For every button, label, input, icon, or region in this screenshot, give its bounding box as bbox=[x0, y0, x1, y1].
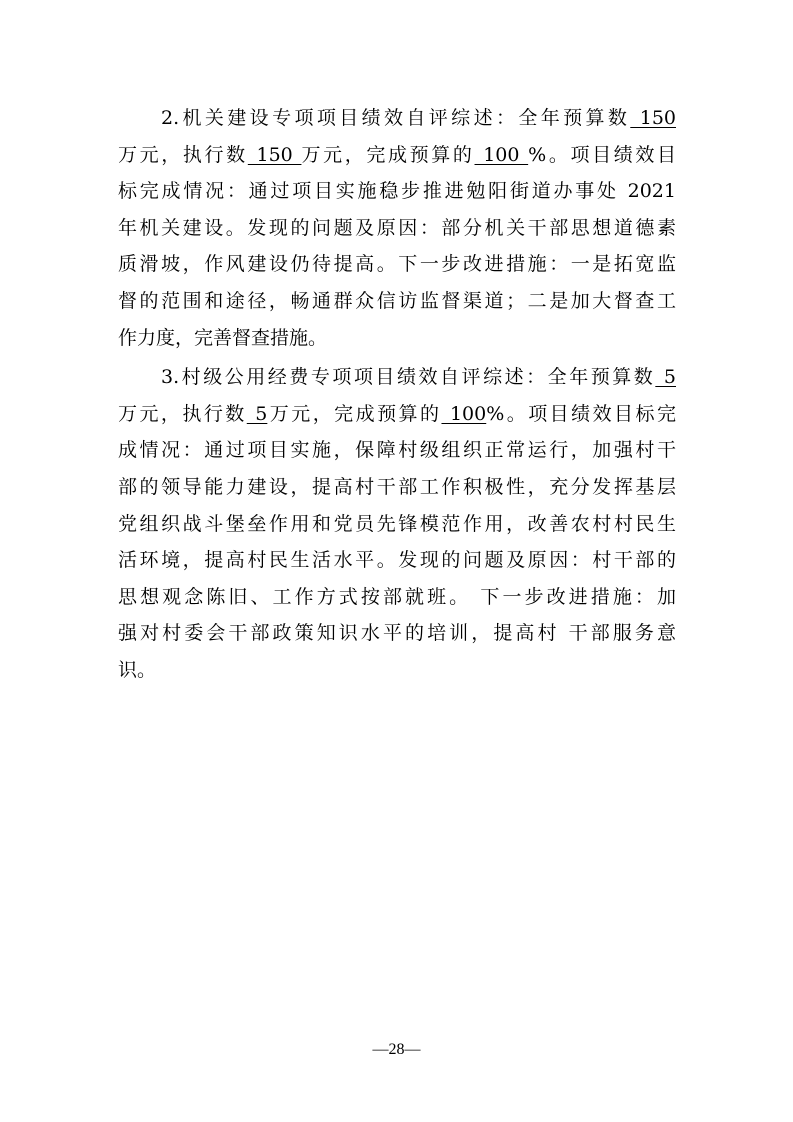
executed-amount-value: 150 bbox=[247, 143, 302, 166]
text-line: 作力度，完善督查措施。 bbox=[118, 326, 328, 349]
text-line: 识。 bbox=[118, 658, 157, 681]
budget-total-value: 150 bbox=[630, 107, 676, 129]
executed-amount-value: 5 bbox=[246, 402, 268, 425]
text-line: 年机关建设。发现的问题及原因：部分机关干部思想道德素 bbox=[118, 216, 676, 239]
text-line: 部的领导能力建设，提高村干部工作积极性，充分发挥基层 bbox=[118, 475, 676, 498]
text-line: 活环境，提高村民生活水平。发现的问题及原因：村干部的 bbox=[118, 549, 676, 572]
paragraph-village-funds bbox=[118, 359, 676, 688]
text-span: 万元，执行数 bbox=[118, 143, 248, 166]
paragraph-organ-construction bbox=[118, 100, 676, 356]
text-span: %。项目绩效目 bbox=[528, 143, 676, 166]
budget-total-value: 5 bbox=[655, 366, 676, 389]
text-line: 标完成情况：通过项目实施稳步推进勉阳街道办事处 2021 bbox=[118, 180, 676, 203]
completion-rate-value: 100 bbox=[474, 143, 529, 166]
text-line bbox=[118, 137, 676, 174]
text-line: 思想观念陈旧、工作方式按部就班。 下一步改进措施：加 bbox=[118, 585, 676, 608]
text-span: 万元，执行数 bbox=[118, 402, 247, 425]
page-number: —28— bbox=[372, 1041, 421, 1058]
text-span: %。项目绩效目标完 bbox=[486, 402, 676, 425]
text-span: 万元，完成预算的 bbox=[301, 143, 475, 166]
completion-rate-value: 100 bbox=[441, 402, 487, 425]
text-line: 督的范围和途径，畅通群众信访监督渠道；二是加大督查工 bbox=[118, 289, 676, 312]
text-line: 质滑坡，作风建设仍待提高。下一步改进措施：一是拓宽监 bbox=[118, 253, 676, 276]
text-line bbox=[118, 100, 676, 137]
text-line: 党组织战斗堡垒作用和党员先锋模范作用，改善农村村民生 bbox=[118, 512, 676, 535]
text-span: 万元，完成预算的 bbox=[267, 402, 442, 425]
text-line bbox=[118, 359, 676, 396]
text-line: 强对村委会干部政策知识水平的培训，提高村 干部服务意 bbox=[118, 622, 676, 645]
document-body bbox=[118, 100, 676, 692]
text-line bbox=[118, 396, 676, 433]
text-line: 成情况：通过项目实施，保障村级组织正常运行，加强村干 bbox=[118, 439, 676, 462]
text-span: 2.机关建设专项项目绩效自评综述：全年预算数 bbox=[161, 107, 631, 129]
text-span: 3.村级公用经费专项项目绩效自评综述：全年预算数 bbox=[161, 366, 656, 389]
